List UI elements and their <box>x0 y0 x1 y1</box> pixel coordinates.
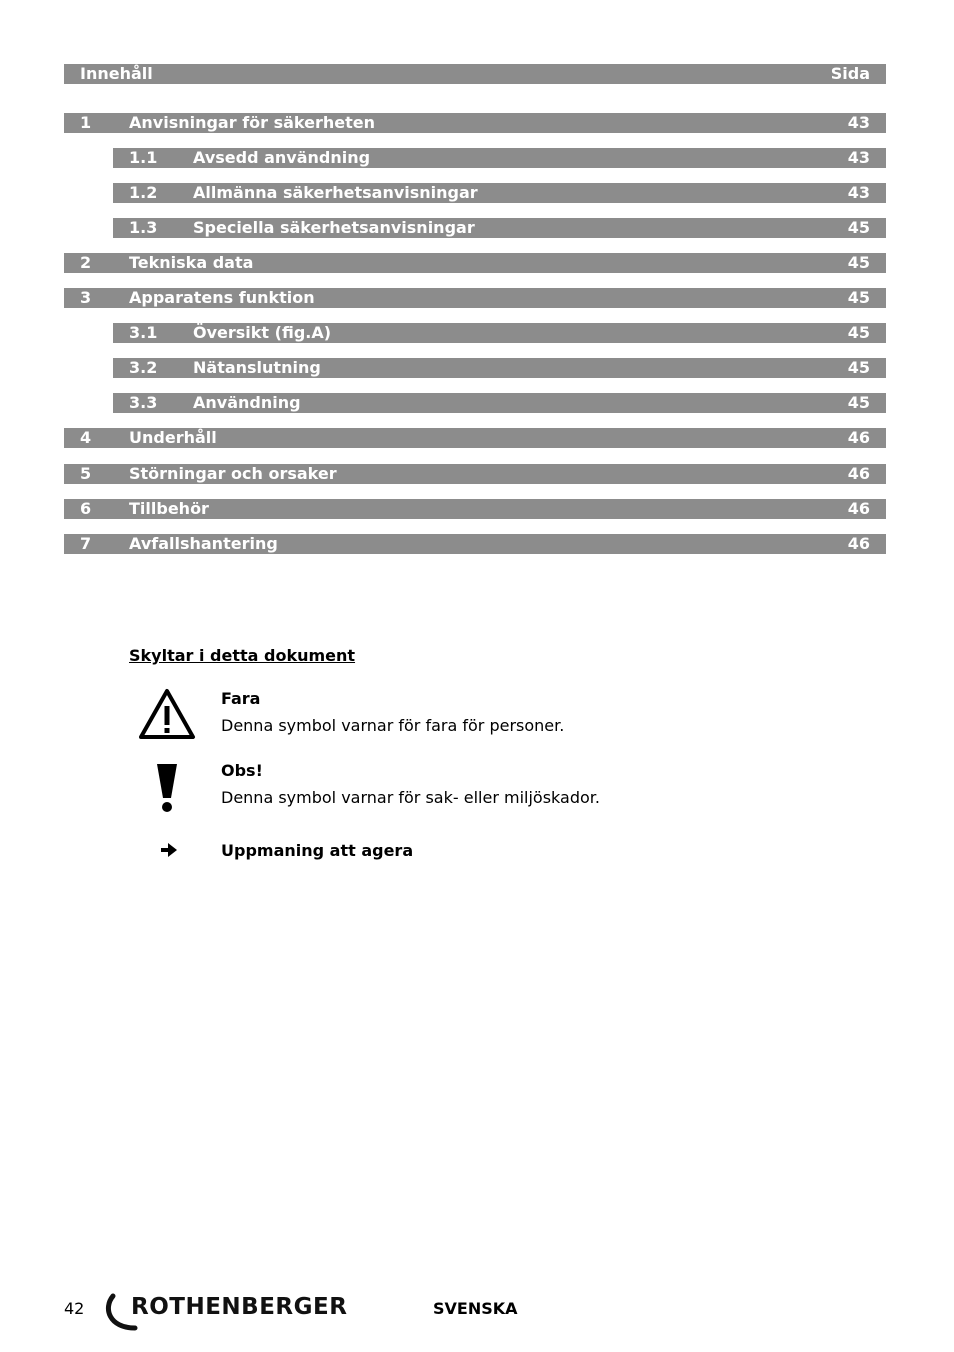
toc-entry[interactable] <box>64 534 886 554</box>
toc-entry-page: 45 <box>847 323 870 342</box>
toc-entry-page: 46 <box>847 428 870 447</box>
toc-header <box>64 64 886 84</box>
toc-entry-number: 5 <box>80 464 92 483</box>
arrow-right-icon <box>160 842 178 862</box>
toc-subentry[interactable] <box>113 183 886 203</box>
toc-entry-page: 43 <box>847 148 870 167</box>
toc-entry-number: 3.1 <box>129 323 158 342</box>
symbols-heading: Skyltar i detta dokument <box>129 646 356 665</box>
toc-header-title: Innehåll <box>80 64 153 83</box>
toc-entry-number: 4 <box>80 428 92 447</box>
symbol-title-notice: Obs! <box>221 761 263 780</box>
toc-entry-page: 45 <box>847 288 870 307</box>
toc-entry-title: Nätanslutning <box>193 358 321 377</box>
toc-entry-page: 45 <box>847 218 870 237</box>
toc-entry-page: 45 <box>847 253 870 272</box>
symbol-desc-notice: Denna symbol varnar för sak- eller miljöskador. <box>221 788 600 807</box>
language-label: SVENSKA <box>433 1299 518 1318</box>
toc-entry-number: 7 <box>80 534 92 553</box>
toc-entry[interactable] <box>64 113 886 133</box>
toc-subentry[interactable] <box>113 218 886 238</box>
toc-entry-title: Avfallshantering <box>129 534 278 553</box>
toc-entry-title: Störningar och orsaker <box>129 464 337 483</box>
toc-subentry[interactable] <box>113 393 886 413</box>
toc-header-page-label: Sida <box>830 64 870 83</box>
toc-entry-page: 46 <box>847 499 870 518</box>
toc-entry[interactable] <box>64 428 886 448</box>
toc-entry-title: Avsedd användning <box>193 148 371 167</box>
toc-entry-title: Speciella säkerhetsanvisningar <box>193 218 475 237</box>
toc-entry-number: 3.2 <box>129 358 158 377</box>
toc-entry-title: Översikt (fig.A) <box>193 323 332 342</box>
toc-entry-number: 1.1 <box>129 148 158 167</box>
toc-subentry[interactable] <box>113 148 886 168</box>
toc-entry-title: Tillbehör <box>129 499 209 518</box>
toc-entry-page: 43 <box>847 183 870 202</box>
toc-entry-page: 45 <box>847 358 870 377</box>
warning-triangle-icon <box>138 688 196 744</box>
toc-entry-number: 3.3 <box>129 393 158 412</box>
toc-entry[interactable] <box>64 253 886 273</box>
toc-entry-title: Apparatens funktion <box>129 288 315 307</box>
toc-entry-number: 1 <box>80 113 92 132</box>
toc-entry-page: 45 <box>847 393 870 412</box>
toc-entry-number: 1.2 <box>129 183 158 202</box>
toc-entry-title: Tekniska data <box>129 253 254 272</box>
toc-entry-number: 2 <box>80 253 92 272</box>
exclamation-icon <box>155 762 179 818</box>
toc-entry-number: 1.3 <box>129 218 158 237</box>
brand-logo: ROTHENBERGER <box>131 1294 348 1320</box>
toc-entry[interactable] <box>64 288 886 308</box>
page-number: 42 <box>64 1299 85 1318</box>
toc-subentry[interactable] <box>113 323 886 343</box>
toc-entry-page: 43 <box>847 113 870 132</box>
toc-entry-number: 6 <box>80 499 92 518</box>
toc-entry-number: 3 <box>80 288 92 307</box>
toc-entry-title: Underhåll <box>129 428 217 447</box>
toc-subentry[interactable] <box>113 358 886 378</box>
toc-entry[interactable] <box>64 499 886 519</box>
toc-entry[interactable] <box>64 464 886 484</box>
toc-entry-title: Anvisningar för säkerheten <box>129 113 376 132</box>
toc-entry-title: Allmänna säkerhetsanvisningar <box>193 183 478 202</box>
toc-entry-page: 46 <box>847 534 870 553</box>
toc-entry-title: Användning <box>193 393 301 412</box>
symbol-title-action: Uppmaning att agera <box>221 841 414 860</box>
toc-entry-page: 46 <box>847 464 870 483</box>
symbol-desc-danger: Denna symbol varnar för fara för personer. <box>221 716 565 735</box>
symbol-title-danger: Fara <box>221 689 261 708</box>
